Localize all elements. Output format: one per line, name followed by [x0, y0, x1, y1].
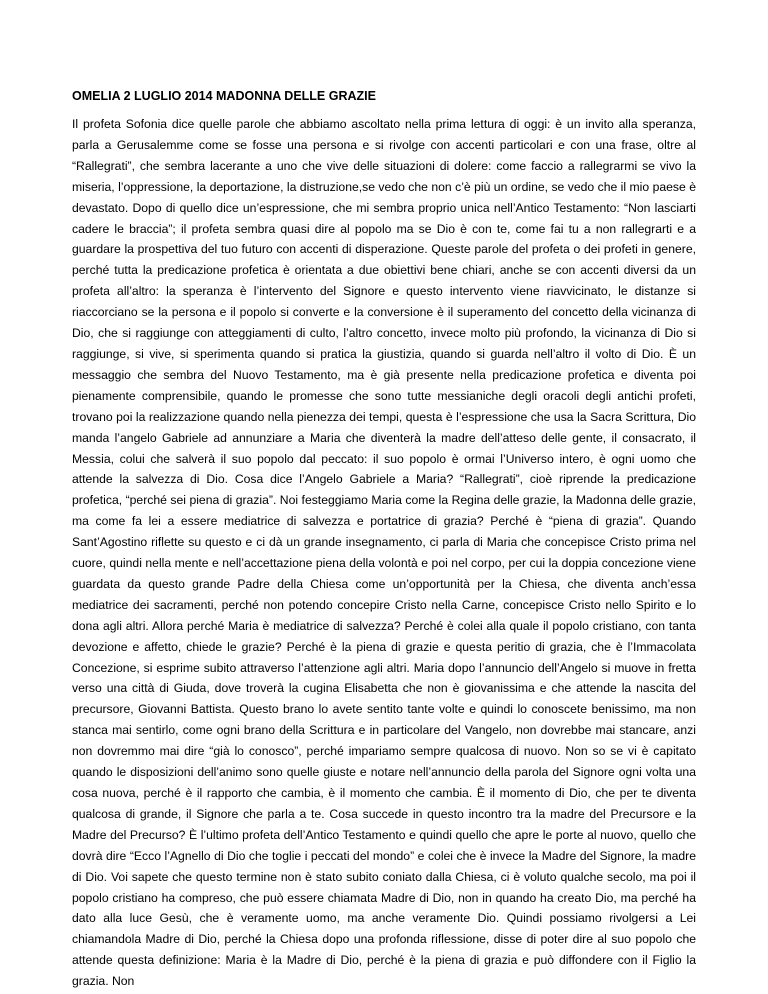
document-page [72, 88, 696, 992]
document-body-paragraph: Il profeta Sofonia dice quelle parole che abbiamo ascoltato nella prima lettura di oggi: è un invito alla speranza, parla a Gerusalemme come se fosse una persona e si rivolge con accenti particolari e con una frase, oltre al “Rallegrati”, che sembra lacerante a uno che vive delle situazioni di dolere: come faccio a rallegrarmi se vivo la miseria, l’oppressione, la deportazione, la distruzione,se vedo che non c’è più un ordine, se vedo che il mio paese è devastato. Dopo di quello dice un’espressione, che mi sembra proprio unica nell’Antico Testamento: “Non lasciarti cadere le braccia”; il profeta sembra quasi dire al popolo ma se Dio è con te, come fai tu a non rallegrarti e a guardare la prospettiva del tuo futuro con accenti di disperazione. Queste parole del profeta o dei profeti in genere, perché tutta la predicazione profetica è orientata a due obiettivi bene chiari, anche se con accenti diversi da un profeta all’altro: la speranza è l’intervento del Signore e questo intervento viene riavvicinato, le distanze si riaccorciano se la persona e il popolo si converte e la conversione è il superamento del concetto della vicinanza di Dio, che si raggiunge con atteggiamenti di culto, l’altro concetto, invece molto più profondo, la vicinanza di Dio si raggiunge, si vive, si sperimenta quando si pratica la giustizia, quando si guarda nell’altro il volto di Dio. È un messaggio che sembra del Nuovo Testamento, ma è già presente nella predicazione profetica e diventa poi pienamente comprensibile, quando le promesse che sono tutte messianiche degli oracoli degli antichi profeti, trovano poi la realizzazione quando nella pienezza dei tempi, questa è l’espressione che usa la Sacra Scrittura, Dio manda l’angelo Gabriele ad annunziare a Maria che diventerà la madre dell’atteso delle gente, il consacrato, il Messia, colui che salverà il suo popolo dal peccato: il suo popolo è ormai l’Universo intero, è ogni uomo che attende la salvezza di Dio. Cosa dice l’Angelo Gabriele a Maria? “Rallegrati”, cioè riprende la predicazione profetica, “perché sei piena di grazia”. Noi festeggiamo Maria come la Regina delle grazie, la Madonna delle grazie, ma come fa lei a essere mediatrice di salvezza e portatrice di grazia? Perché è “piena di grazia”. Quando Sant’Agostino riflette su questo e ci dà un grande insegnamento, ci parla di Maria che concepisce Cristo prima nel cuore, quindi nella mente e nell’accettazione piena della volontà e poi nel corpo, per cui la doppia concezione viene guardata da questo grande Padre della Chiesa come un’opportunità per la Chiesa, che diventa anch’essa mediatrice dei sacramenti, perché non potendo concepire Cristo nella Carne, concepisce Cristo nello Spirito e lo dona agli altri. Allora perché Maria è mediatrice di salvezza? Perché è colei alla quale il popolo cristiano, con tanta devozione e affetto, chiede le grazie? Perché è la piena di grazie e questa peritio di grazia, che è l’Immacolata Concezione, si esprime subito attraverso l’attenzione agli altri. Maria dopo l’annuncio dell’Angelo si muove in fretta verso una città di Giuda, dove troverà la cugina Elisabetta che non è giovanissima e che attende la nascita del precursore, Giovanni Battista. Questo brano lo avete sentito tante volte e quindi lo conoscete benissimo, ma non stanca mai sentirlo, come ogni brano della Scrittura e in particolare del Vangelo, non dovrebbe mai stancare, anzi non dovremmo mai dire “già lo conosco”, perché impariamo sempre qualcosa di nuovo. Non so se vi è capitato quando le disposizioni dell’animo sono quelle giuste e notare nell’annuncio della parola del Signore ogni volta una cosa nuova, perché è il rapporto che cambia, è il momento che cambia. È il momento di Dio, che per te diventa qualcosa di grande, il Signore che parla a te. Cosa succede in questo incontro tra la madre del Precursore e la Madre del Precurso? È l’ultimo profeta dell’Antico Testamento e quindi quello che apre le porte al nuovo, quello che dovrà dire “Ecco l’Agnello di Dio che toglie i peccati del mondo” e colei che è invece la Madre del Signore, la madre di Dio. Voi sapete che questo termine non è stato subito coniato dalla Chiesa, ci è voluto qualche secolo, ma poi il popolo cristiano ha compreso, che può essere chiamata Madre di Dio, non in quando ha creato Dio, ma perché ha dato alla luce Gesù, che è veramente uomo, ma anche veramente Dio. Quindi possiamo rivolgersi a Lei chiamandola Madre di Dio, perché la Chiesa dopo una profonda riflessione, disse di poter dire al suo popolo che attende questa definizione: Maria è la Madre di Dio, perché è la piena di grazia e può diffondere con il Figlio la grazia. Non [72, 117, 696, 989]
document-title: OMELIA 2 LUGLIO 2014 MADONNA DELLE GRAZIE [72, 89, 376, 103]
